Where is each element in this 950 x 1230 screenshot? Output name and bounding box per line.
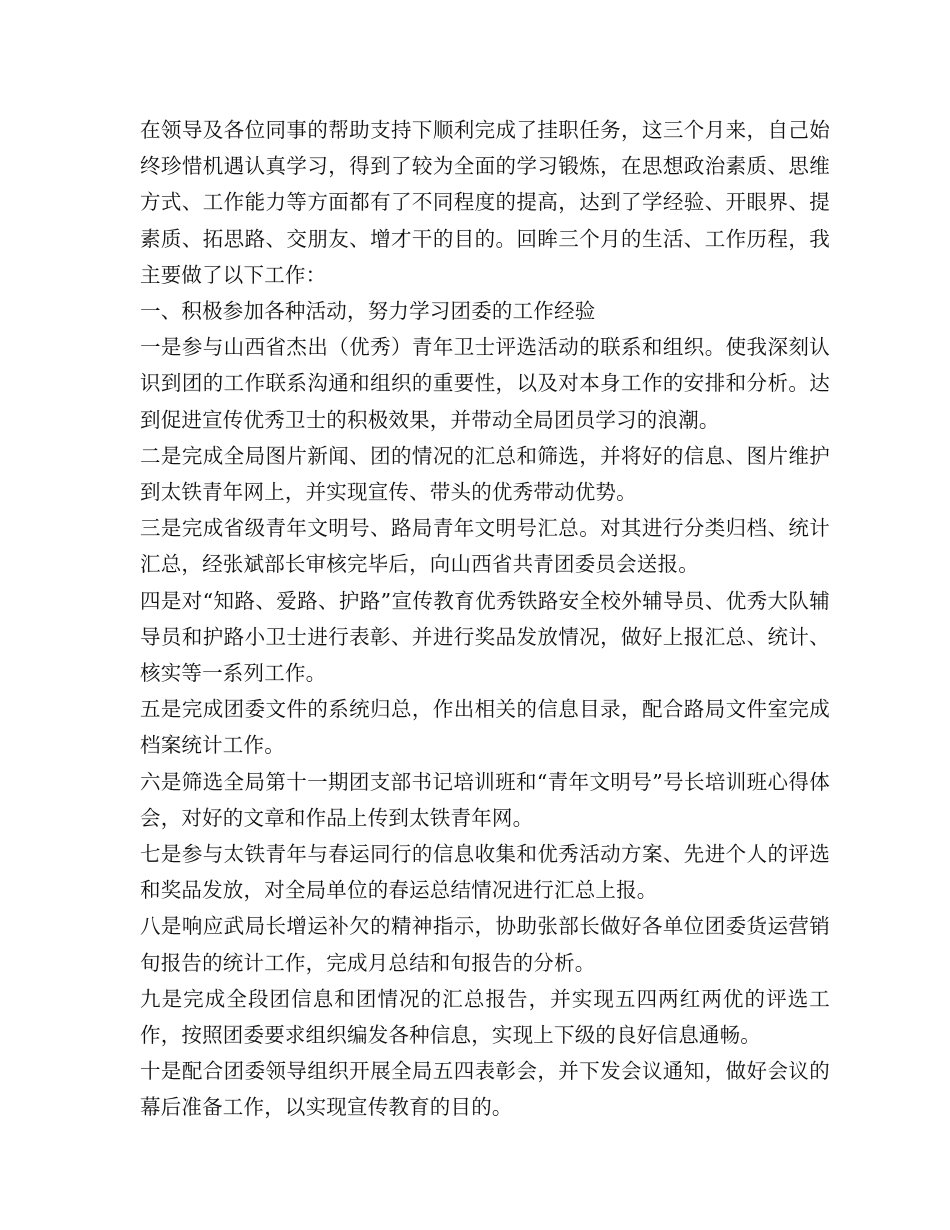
work-item-5: 五是完成团委文件的系统归总，作出相关的信息目录，配合路局文件室完成档案统计工作。 (140, 697, 830, 758)
work-item-1: 一是参与山西省杰出（优秀）青年卫士评选活动的联系和组织。使我深刻认识到团的工作联系沟通和组织的重要性，以及对本身工作的安排和分析。达到促进宣传优秀卫士的积极效果，并带动全局团员学习的浪潮。 (140, 335, 830, 432)
work-item-10: 十是配合团委领导组织开展全局五四表彰会，并下发会议通知，做好会议的幕后准备工作，以实现宣传教育的目的。 (140, 1059, 830, 1120)
work-item-8: 八是响应武局长增运补欠的精神指示，协助张部长做好各单位团委货运营销旬报告的统计工作，完成月总结和旬报告的分析。 (140, 914, 830, 975)
work-item-6: 六是筛选全局第十一期团支部书记培训班和“青年文明号”号长培训班心得体会，对好的文章和作品上传到太铁青年网。 (140, 769, 830, 830)
document-body (140, 112, 830, 1126)
intro-paragraph: 在领导及各位同事的帮助支持下顺利完成了挂职任务，这三个月来，自己始终珍惜机遇认真学习，得到了较为全面的学习锻炼，在思想政治素质、思维方式、工作能力等方面都有了不同程度的提高，达到了学经验、开眼界、提素质、拓思路、交朋友、增才干的目的。回眸三个月的生活、工作历程，我主要做了以下工作： (140, 118, 830, 287)
work-item-4: 四是对“知路、爱路、护路”宣传教育优秀铁路安全校外辅导员、优秀大队辅导员和护路小卫士进行表彰、并进行奖品发放情况，做好上报汇总、统计、核实等一系列工作。 (140, 588, 830, 686)
work-item-3: 三是完成省级青年文明号、路局青年文明号汇总。对其进行分类归档、统计汇总，经张斌部长审核完毕后，向山西省共青团委员会送报。 (140, 516, 830, 577)
work-item-9: 九是完成全段团信息和团情况的汇总报告，并实现五四两红两优的评选工作，按照团委要求组织编发各种信息，实现上下级的良好信息通畅。 (140, 986, 830, 1048)
work-item-7: 七是参与太铁青年与春运同行的信息收集和优秀活动方案、先进个人的评选和奖品发放，对全局单位的春运总结情况进行汇总上报。 (140, 842, 830, 903)
section-heading: 一、积极参加各种活动，努力学习团委的工作经验 (140, 299, 596, 324)
work-item-2: 二是完成全局图片新闻、团的情况的汇总和筛选，并将好的信息、图片维护到太铁青年网上，并实现宣传、带头的优秀带动优势。 (140, 443, 830, 505)
